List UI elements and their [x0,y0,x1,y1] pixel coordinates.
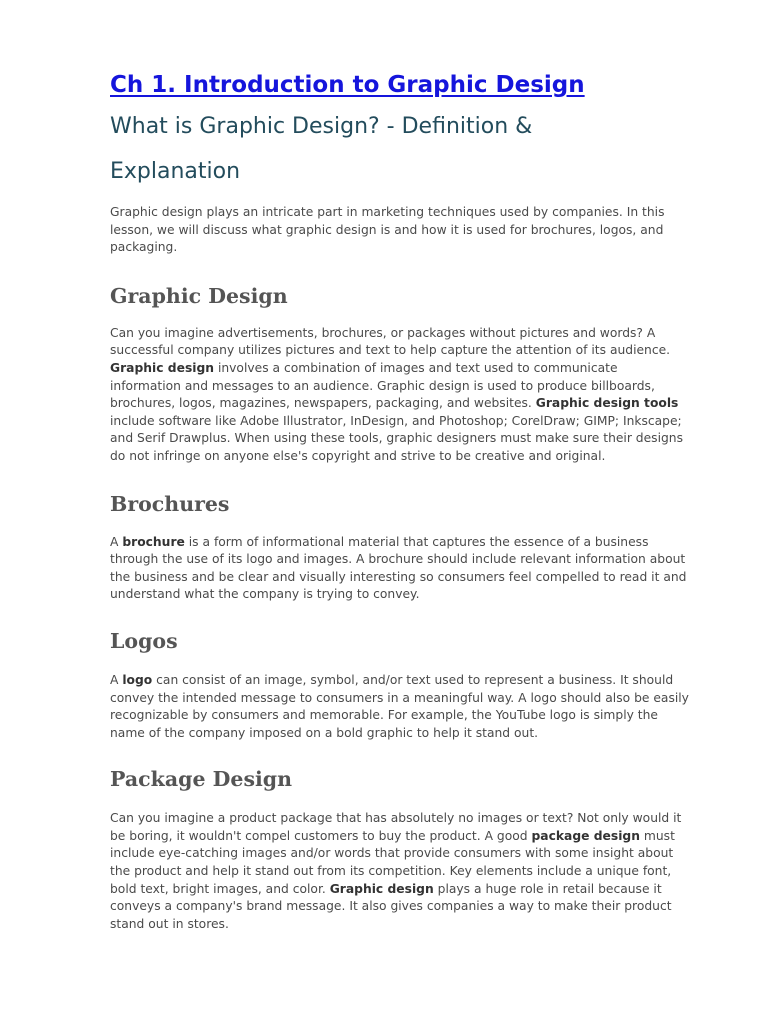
brochures-paragraph [110,534,690,604]
text-run: A [110,534,123,549]
text-run: A [110,672,123,687]
text-run: include software like Adobe Illustrator, InDesign, and Photoshop; CorelDraw; GIMP; Inkscape; and Serif Drawplus. When using these tools, graphic designers must make sure their designs do not infringe on anyone else's copyright and strive to be creative and original. [110,413,684,463]
bold-term: package design [531,828,640,843]
chapter-link[interactable]: Ch 1. Introduction to Graphic Design [110,72,585,98]
bold-term: brochure [122,534,185,549]
section-heading-brochures: Brochures [110,491,230,516]
bold-term: logo [122,672,153,687]
lesson-title: What is Graphic Design? - Definition & Explanation [110,114,533,184]
text-run: plays a huge role in retail because it conveys a company's brand message. It also gives companies a way to make their product stand out in stores. [110,881,672,931]
intro-paragraph: Graphic design plays an intricate part in marketing techniques used by companies. In this lesson, we will discuss what graphic design is and how it is used for brochures, logos, and packaging. [110,205,665,255]
section-heading-logos: Logos [110,628,178,653]
text-run: must include eye-catching images and/or words that provide consumers with some insight about the product and help it stand out from its competition. Key elements include a unique font, bold text, bright images, and color. [110,828,675,896]
section-heading-graphic-design: Graphic Design [110,283,288,308]
lesson-page [110,70,690,933]
graphic-design-paragraph [110,325,690,466]
text-run: is a form of informational material that captures the essence of a business through the use of its logo and images. A brochure should include relevant information about the business and be clear and visually interesting so consumers feel compelled to read it and understand what the company is trying to convey. [110,534,687,602]
bold-term: Graphic design tools [535,396,679,411]
text-run: Can you imagine advertisements, brochures, or packages without pictures and words? A successful company utilizes pictures and text to help capture the attention of its audience. [110,325,671,358]
text-run: involves a combination of images and text used to communicate information and messages to an audience. Graphic design is used to produce billboards, brochures, logos, magazines, newspapers, packaging, and websites. [110,360,655,411]
bold-term: Graphic design [329,881,434,896]
section-heading-package-design: Package Design [110,767,293,792]
text-run: Can you imagine a product package that has absolutely no images or text? Not only would it be boring, it wouldn't compel customers to buy the product. A good [110,811,682,843]
text-run: can consist of an image, symbol, and/or text used to represent a business. It should convey the intended message to consumers in a meaningful way. A logo should also be easily recognizable by consumers and memorable. For example, the YouTube logo is simply the name of the company imposed on a bold graphic to help it stand out. [110,672,689,740]
package-design-paragraph [110,810,690,933]
bold-term: Graphic design [110,360,215,375]
logos-paragraph [110,672,690,742]
